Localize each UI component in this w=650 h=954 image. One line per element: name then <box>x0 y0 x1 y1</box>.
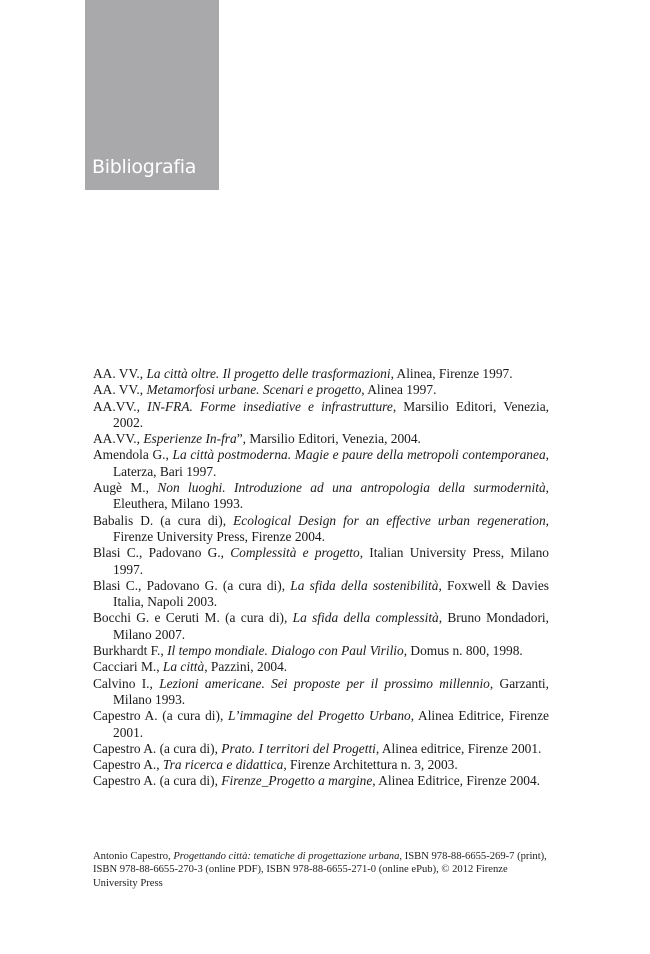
entry-author: AA. VV., <box>93 366 147 381</box>
entry-author: Blasi C., Padovano G., <box>93 545 231 561</box>
entry-publication: , Firenze Architettura n. 3, 2003. <box>283 757 458 773</box>
entry-title: Metamorfosi urbane. Scenari e progetto <box>146 382 362 398</box>
bibliography-entry <box>93 480 549 513</box>
entry-author: Cacciari M., <box>93 659 163 675</box>
entry-author: AA.VV., <box>93 431 144 447</box>
footer-author: Antonio Capestro, <box>93 851 174 862</box>
entry-title: L’immagine del Progetto Urbano <box>228 708 411 724</box>
bibliography-entry <box>93 447 549 480</box>
bibliography-entry <box>93 382 549 398</box>
entry-author: Bocchi G. e Ceruti M. (a cura di), <box>93 610 293 626</box>
entry-title: Il tempo mondiale. Dialogo con Paul Virilio <box>167 643 404 659</box>
entry-publication: , Alinea, Firenze 1997. <box>390 366 513 381</box>
entry-title: Tra ricerca e didattica <box>162 757 284 773</box>
entry-author: Capestro A., <box>93 757 163 773</box>
bibliography-entry <box>93 399 549 432</box>
entry-publication: , Marsilio Editori, Venezia, 2002. <box>113 398 549 430</box>
entry-title: Esperienze In-fra <box>143 431 237 447</box>
bibliography-entry <box>93 578 549 611</box>
entry-author: AA.VV., <box>93 398 148 414</box>
bibliography-entry <box>93 366 549 382</box>
footer-book-title: Progettando città: tematiche di progettazione urbana <box>173 851 400 862</box>
entry-title: Complessità e progetto <box>230 545 360 561</box>
entry-title: Firenze_Progetto a margine <box>221 773 373 789</box>
bibliography-entry <box>93 676 549 709</box>
entry-publication: , Italian University Press, Milano 1997. <box>113 545 549 577</box>
entry-title: Non luoghi. Introduzione ad una antropologia della surmodernità <box>157 480 546 496</box>
bibliography-entry <box>93 741 549 757</box>
entry-author: Babalis D. (a cura di), <box>93 512 234 528</box>
entry-author: Blasi C., Padovano G. (a cura di), <box>93 577 291 593</box>
chapter-header-block <box>85 0 219 190</box>
entry-publication: , Laterza, Bari 1997. <box>113 447 550 479</box>
entry-title: La città postmoderna. Magie e paure della metropoli contemporanea <box>172 447 546 463</box>
footer-isbn-info: , ISBN 978-88-6655-269-7 (print), ISBN 978-88-6655-270-3 (online PDF), ISBN 978-88-6655-271-0 (online ePub), © 2012 Firenze University Press <box>93 851 547 889</box>
entry-publication: , Firenze University Press, Firenze 2004. <box>113 512 549 544</box>
entry-publication: , Pazzini, 2004. <box>204 659 288 675</box>
chapter-title: Bibliografia <box>92 156 197 178</box>
entry-title: La città <box>162 659 205 675</box>
entry-author: Capestro A. (a cura di), <box>93 773 222 789</box>
entry-publication: , Garzanti, Milano 1993. <box>113 675 549 707</box>
entry-author: AA. VV., <box>93 382 147 398</box>
entry-author: Burkhardt F., <box>93 643 168 659</box>
entry-author: Calvino I., <box>93 675 160 691</box>
entry-title: La sfida della sostenibilità <box>290 577 439 593</box>
bibliography-entry <box>93 431 549 447</box>
bibliography-entry <box>93 513 549 546</box>
bibliography-entry <box>93 659 549 675</box>
entry-author: Augè M., <box>93 480 158 496</box>
entry-publication: , Bruno Mondadori, Milano 2007. <box>113 610 550 642</box>
bibliography-entry <box>93 610 549 643</box>
entry-publication: , Alinea 1997. <box>361 382 437 398</box>
bibliography-list <box>93 366 549 790</box>
entry-publication: , Alinea editrice, Firenze 2001. <box>375 740 542 756</box>
bibliography-entry <box>93 773 549 789</box>
entry-publication: , Eleuthera, Milano 1993. <box>113 480 549 512</box>
entry-author: Amendola G., <box>93 447 173 463</box>
entry-title: Prato. I territori del Progetti <box>221 740 376 756</box>
entry-publication: , Domus n. 800, 1998. <box>403 643 523 659</box>
bibliography-entry <box>93 757 549 773</box>
entry-title: Lezioni americane. Sei proposte per il prossimo millennio <box>159 675 490 691</box>
entry-publication: ”, Marsilio Editori, Venezia, 2004. <box>236 431 421 447</box>
entry-title: Ecological Design for an effective urban regeneration <box>233 512 546 528</box>
entry-author: Capestro A. (a cura di), <box>93 740 222 756</box>
bibliography-entry <box>93 643 549 659</box>
bibliography-entry <box>93 708 549 741</box>
entry-publication: , Alinea Editrice, Firenze 2004. <box>372 773 540 789</box>
entry-publication: , Alinea Editrice, Firenze 2001. <box>113 708 550 740</box>
entry-title: IN-FRA. Forme insediative e infrastrutture <box>147 398 393 414</box>
entry-publication: , Foxwell & Davies Italia, Napoli 2003. <box>113 577 549 610</box>
bibliography-entry <box>93 545 549 578</box>
entry-title: La sfida della complessità <box>292 610 439 626</box>
entry-author: Capestro A. (a cura di), <box>93 708 229 724</box>
copyright-footer <box>93 850 549 890</box>
entry-title: La città oltre. Il progetto delle trasformazioni <box>146 366 391 381</box>
